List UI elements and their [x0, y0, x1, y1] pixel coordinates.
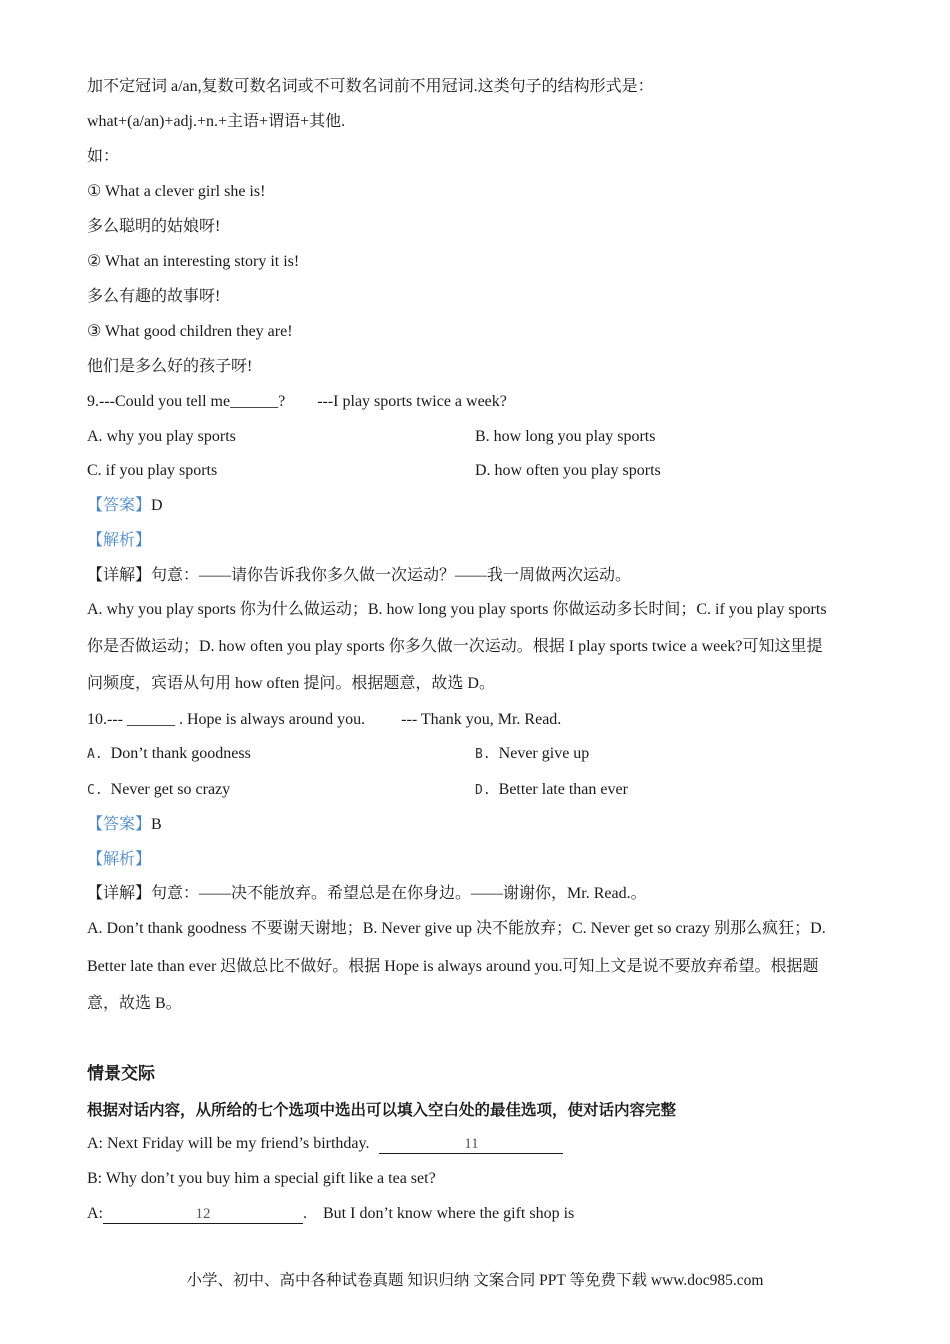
dialogue-line-a2 [87, 1203, 574, 1225]
detail-label: 【详解】 [87, 567, 152, 584]
question-9-option-a: A. why you play sports [87, 428, 236, 445]
question-10-explain-1: A. Don’t thank goodness 不要谢天谢地；B. Never give up 决不能放弃；C. Never get so crazy 别那么疯狂；D. [87, 920, 826, 937]
question-9-stem: 9.---Could you tell me______? ---I play sports twice a week? [87, 393, 507, 410]
dialogue-line-b1: B: Why don’t you buy him a special gift like a tea set? [87, 1170, 436, 1187]
question-9-option-d: D. how often you play sports [475, 462, 661, 479]
answer-value: D [151, 497, 163, 514]
option-letter: B. [475, 747, 491, 762]
dialogue-suffix: . But I don’t know where the gift shop is [303, 1205, 575, 1222]
blank-11[interactable]: 11 [379, 1135, 563, 1154]
question-10-detail [87, 883, 647, 905]
question-10-explain-3: 意，故选 B。 [87, 995, 182, 1012]
detail-text: 句意：——决不能放弃。希望总是在你身边。——谢谢你，Mr. Read.。 [151, 885, 647, 902]
question-9-option-b: B. how long you play sports [475, 428, 656, 445]
detail-label: 【详解】 [87, 885, 152, 902]
question-10-option-b [475, 743, 589, 766]
question-10-option-a [87, 743, 251, 766]
option-letter: D. [475, 783, 491, 798]
question-10-explain-2: Better late than ever 迟做总比不做好。根据 Hope is always around you.可知上文是说不要放弃希望。根据题 [87, 958, 819, 975]
option-letter: A. [87, 747, 103, 762]
dialogue-prefix: A: [87, 1205, 103, 1222]
intro-line-3: 如： [87, 148, 120, 165]
question-9-explain-1: A. why you play sports 你为什么做运动；B. how long you play sports 你做运动多长时间；C. if you play sports [87, 601, 827, 618]
dialogue-line-a1 [87, 1133, 563, 1155]
detail-text: 句意：——请你告诉我你多久做一次运动？——我一周做两次运动。 [151, 567, 632, 584]
question-10-analysis-label: 【解析】 [87, 851, 152, 868]
example-2-cn: 多么有趣的故事呀! [87, 288, 221, 305]
dialogue-text: A: Next Friday will be my friend’s birthday. [87, 1135, 370, 1152]
blank-12[interactable]: 12 [103, 1205, 303, 1224]
option-letter: C. [87, 783, 103, 798]
question-10-option-d [475, 779, 628, 802]
example-1-en: ① What a clever girl she is! [87, 183, 266, 200]
question-10-option-c [87, 779, 230, 802]
question-9-analysis-label: 【解析】 [87, 532, 152, 549]
example-3-en: ③ What good children they are! [87, 323, 293, 340]
answer-value: B [151, 816, 162, 833]
option-text: Don’t thank goodness [110, 745, 251, 762]
section-title: 情景交际 [87, 1064, 155, 1084]
example-3-cn: 他们是多么好的孩子呀! [87, 358, 253, 375]
question-9-answer [87, 495, 163, 517]
option-text: Better late than ever [498, 781, 628, 798]
section-instruction: 根据对话内容，从所给的七个选项中选出可以填入空白处的最佳选项，使对话内容完整 [87, 1101, 677, 1119]
intro-line-1: 加不定冠词 a/an,复数可数名词或不可数名词前不用冠词.这类句子的结构形式是： [87, 78, 654, 95]
example-1-cn: 多么聪明的姑娘呀! [87, 218, 221, 235]
question-9-detail [87, 565, 631, 587]
option-text: Never give up [498, 745, 590, 762]
question-10-stem: 10.--- ______ . Hope is always around you. --- Thank you, Mr. Read. [87, 711, 562, 728]
question-9-explain-2: 你是否做运动；D. how often you play sports 你多久做一次运动。根据 I play sports twice a week?可知这里提 [87, 638, 823, 655]
answer-label: 【答案】 [87, 816, 152, 833]
page-footer: 小学、初中、高中各种试卷真题 知识归纳 文案合同 PPT 等免费下载 www.doc985.com [186, 1272, 764, 1289]
intro-line-2: what+(a/an)+adj.+n.+主语+谓语+其他. [87, 113, 346, 130]
option-text: Never get so crazy [110, 781, 231, 798]
answer-label: 【答案】 [87, 497, 152, 514]
question-10-answer [87, 814, 162, 836]
example-2-en: ② What an interesting story it is! [87, 253, 300, 270]
question-9-explain-3: 问频度，宾语从句用 how often 提问。根据题意，故选 D。 [87, 675, 495, 692]
question-9-option-c: C. if you play sports [87, 462, 218, 479]
